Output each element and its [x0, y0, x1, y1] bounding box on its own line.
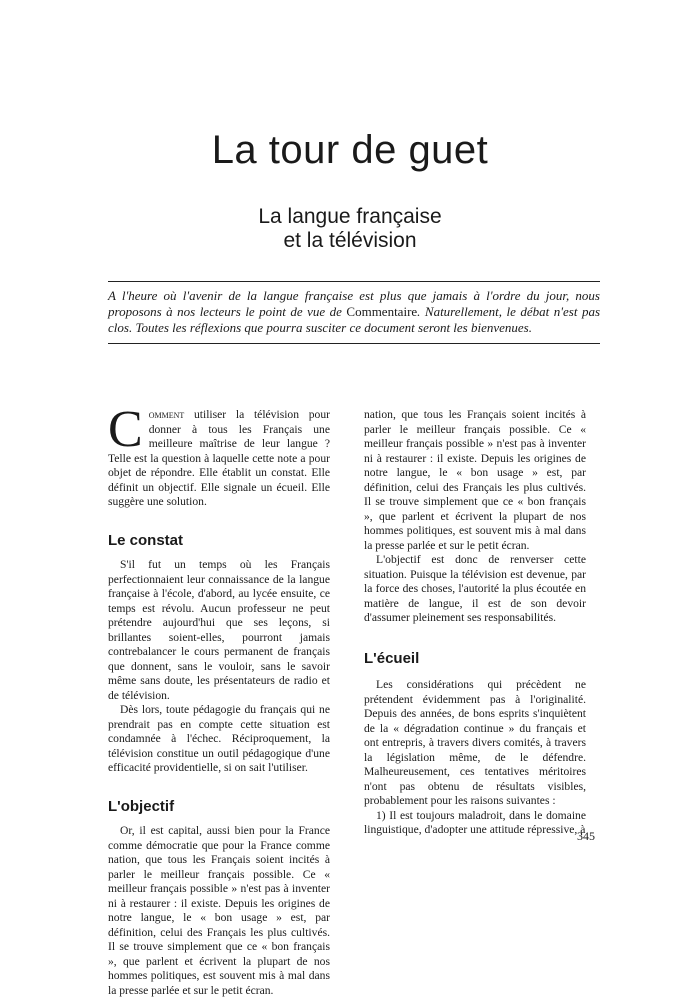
section-heading-constat: Le constat [108, 531, 184, 549]
section-heading-objectif: L'objectif [108, 797, 175, 815]
page-title: La tour de guet [211, 128, 489, 172]
objectif-paragraph-1: Or, il est capital, aussi bien pour la France comme démocratie que pour la France comme nation, que tous les Français soient incités à parler le meilleur français possible. Ce « meilleur français possible » n'est pas à inventer ni à restaurer : il existe. Depuis les origines de notre langue, le « bon usage » est, par définition, celui des Français les plus cultivés. Il se trouve simplement que ce « bon français », que parlent et écrivent la plupart de nos hommes politiques, est souvent mis à mal dans la presse parlée et sur le petit écran. [108, 824, 330, 997]
drop-cap: C [108, 401, 143, 458]
subtitle [0, 205, 700, 253]
subtitle-line-1: La langue française [258, 205, 442, 228]
objectif-paragraph-2: L'objectif est donc de renverser cette situation. Puisque la télévision est devenue, par la force des choses, l'autorité la plus écoutée en matière de langue, il est de son devoir d'assumer pleinement ses responsabilités. [364, 553, 586, 624]
left-column [108, 401, 330, 997]
page-number: 345 [577, 829, 595, 843]
intro-paragraph [108, 288, 600, 336]
intro-text-1: A l'heure où l'avenir de la langue française est plus que jamais à l'ordre du jour, nous proposons à nos lecteurs le point de vue de [108, 288, 600, 319]
top-divider [108, 281, 600, 282]
subtitle-line-2: et la télévision [283, 229, 417, 252]
opening-paragraph [108, 401, 330, 510]
opening-smallcaps: omment [148, 408, 185, 421]
constat-paragraph-1: S'il fut un temps où les Français perfectionnaient leur connaissance de la langue française à l'école, d'abord, au lycée ensuite, ce temps est révolu. Aucun professeur ne peut prétendre aujourd'hui que ses leçons, si brillantes soient-elles, pourront jamais contrebalancer le cours permanent de français que donnent, sans le vouloir, sans le savoir même sans doute, les présentateurs de radio et de télévision. [108, 558, 330, 702]
bottom-divider [108, 343, 600, 344]
section-heading-ecueil: L'écueil [364, 649, 420, 667]
objectif-paragraph-1-continued: nation, que tous les Français soient incités à parler le meilleur français possible. Ce « meilleur français possible » n'est pas à inventer ni à restaurer : il existe. Depuis les origines de notre langue, le « bon usage » est, par définition, celui des Français les plus cultivés. Il se trouve simplement que ce « bon français », que parlent et écrivent la plupart de nos hommes politiques, est souvent mis à mal dans la presse parlée et sur le petit écran. [364, 408, 586, 552]
publication-name: Commentaire [346, 304, 418, 319]
intro-text-2: . Naturellement, le débat n'est pas clos. Toutes les réflexions que pourra susciter ce document seront les bienvenues. [108, 304, 601, 335]
right-column [364, 408, 586, 838]
ecueil-paragraph-1: Les considérations qui précèdent ne prétendent évidemment pas à l'originalité. Depuis des années, de bons esprits s'inquiètent de la « dégradation continue » du français et ont entrepris, à travers divers comités, à travers la législation même, de le défendre. Malheureusement, ces tentatives méritoires n'ont pas obtenu de résultats visibles, probablement pour les raisons suivantes : [364, 678, 586, 807]
ecueil-paragraph-2: 1) Il est toujours maladroit, dans le domaine linguistique, d'adopter une attitude répressive, à [364, 808, 586, 836]
opening-text: utiliser la télévision pour donner à tous les Français une meilleure maîtrise de leur langue ? Telle est la question à laquelle cette note a pour objet de répondre. Elle établit un constat. Elle définit un objectif. Elle signale un écueil. Elle suggère une solution. [108, 408, 330, 508]
constat-paragraph-2: Dès lors, toute pédagogie du français qui ne prendrait pas en compte cette situation est condamnée à l'échec. Réciproquement, la télévision constitue un outil pédagogique d'une efficacité providentielle, si on sait l'utiliser. [108, 703, 330, 774]
